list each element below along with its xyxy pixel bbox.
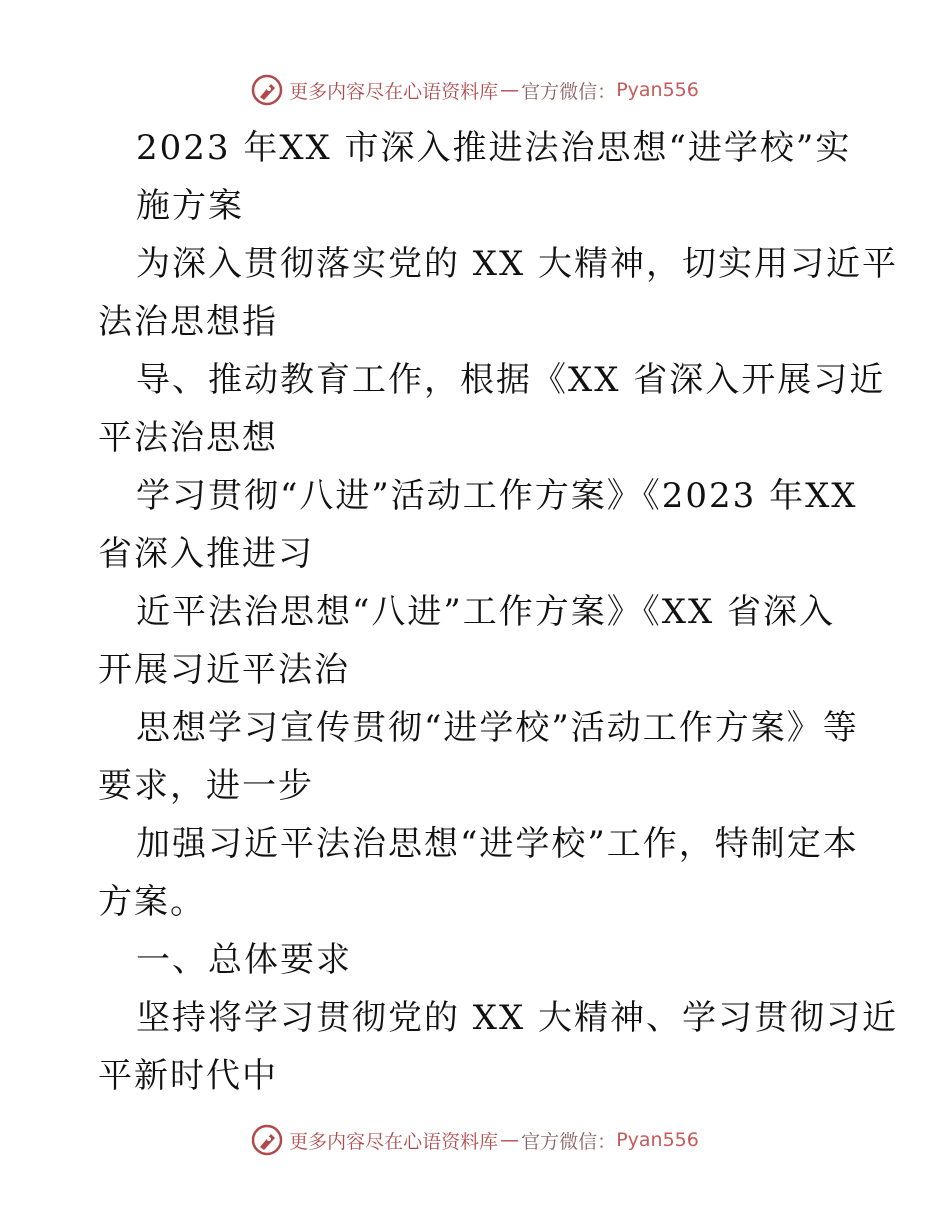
watermark-link-text: 更多内容尽在心语资料库	[289, 1130, 499, 1153]
doc-paragraph-line: 平新时代中	[98, 1056, 278, 1096]
doc-paragraph-line: 省深入推进习	[98, 534, 314, 574]
doc-paragraph-line: 法治思想指	[98, 302, 278, 342]
watermark-dash: —	[500, 79, 520, 101]
header-watermark	[0, 70, 950, 110]
watermark-link-text: 更多内容尽在心语资料库	[289, 80, 499, 103]
doc-paragraph-line: 坚持将学习贯彻党的 XX 大精神、学习贯彻习近	[136, 998, 899, 1038]
doc-paragraph-line: 为深入贯彻落实党的 XX 大精神，切实用习近平	[136, 244, 899, 284]
pen-nib-circle-icon	[251, 1124, 283, 1156]
doc-title-line-1: 2023 年XX 市深入推进法治思想“进学校”实	[136, 128, 852, 168]
watermark-id: Pyan556	[616, 79, 699, 101]
doc-title-line-2: 施方案	[136, 186, 244, 226]
pen-nib-circle-icon	[251, 74, 283, 106]
doc-paragraph-line: 导、推动教育工作，根据《XX 省深入开展习近	[136, 360, 886, 400]
doc-paragraph-line: 加强习近平法治思想“进学校”工作，特制定本	[136, 824, 859, 864]
watermark-label: 官方微信：	[521, 80, 617, 103]
watermark-id: Pyan556	[616, 1129, 699, 1151]
doc-paragraph-line: 思想学习宣传贯彻“进学校”活动工作方案》等	[136, 708, 859, 748]
doc-paragraph-line: 学习贯彻“八进”活动工作方案》《2023 年XX	[136, 476, 858, 516]
watermark-label: 官方微信：	[521, 1130, 617, 1153]
doc-paragraph-line: 要求，进一步	[98, 766, 314, 806]
doc-paragraph-line: 开展习近平法治	[98, 650, 350, 690]
doc-paragraph-line: 近平法治思想“八进”工作方案》《XX 省深入	[136, 592, 835, 632]
footer-watermark	[0, 1120, 950, 1160]
doc-paragraph-line: 方案。	[98, 882, 206, 922]
watermark-dash: —	[500, 1129, 520, 1151]
doc-paragraph-line: 平法治思想	[98, 418, 278, 458]
doc-section-heading: 一、总体要求	[136, 940, 352, 980]
